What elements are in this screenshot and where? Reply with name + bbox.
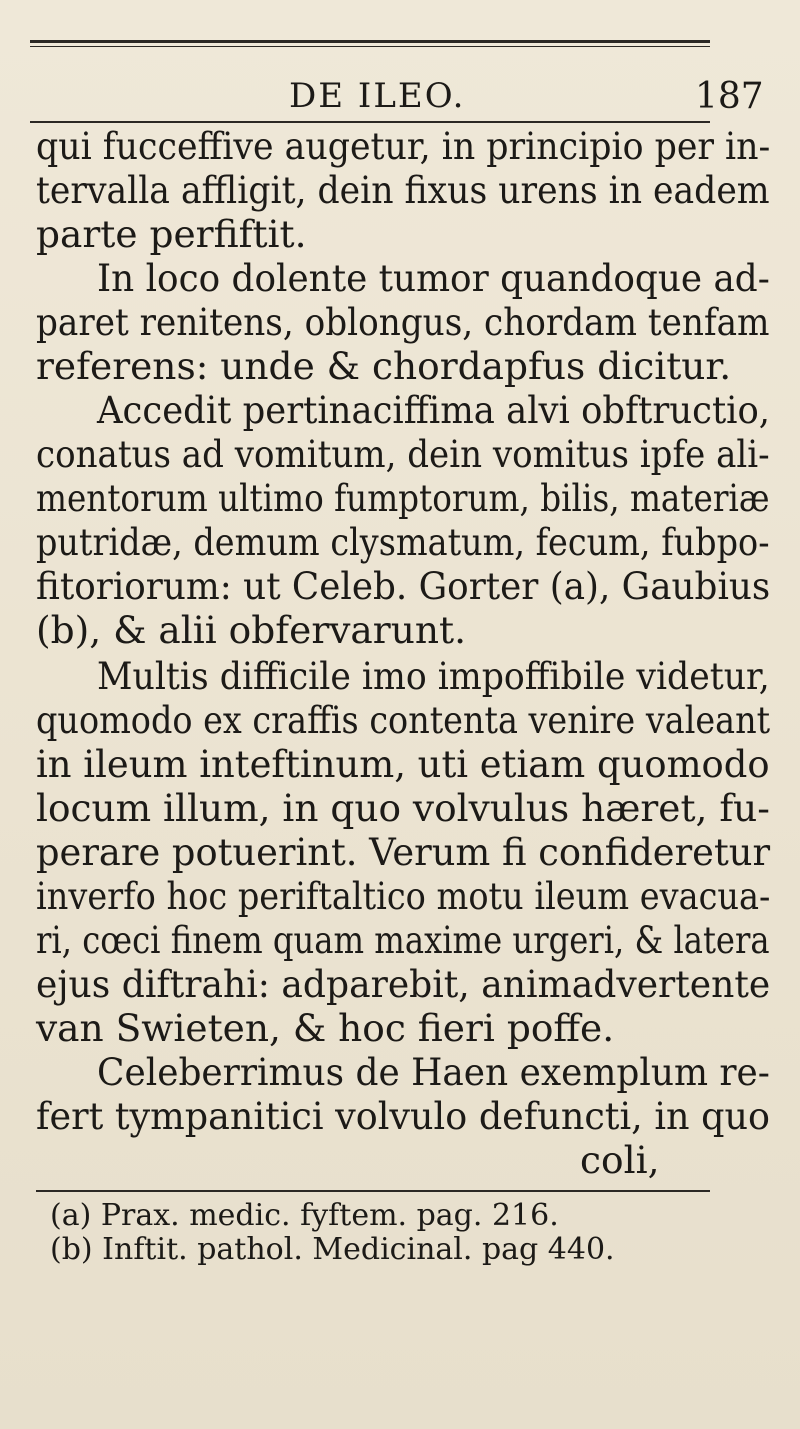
text-line: perare potuerint. Verum fi confideretur	[36, 830, 771, 874]
text-line: Multis difficile imo impoffibile videtur,	[97, 654, 770, 698]
text-line: referens: unde & chordapfus dicitur.	[36, 344, 732, 388]
text-line: mentorum ultimo fumptorum, bilis, materiæ	[36, 476, 770, 520]
text-line: qui fucceffive augetur, in principio per in-	[36, 124, 771, 168]
text-line: tervalla affligit, dein fixus urens in eadem	[36, 168, 770, 212]
text-line: van Swieten, & hoc fieri poffe.	[36, 1006, 615, 1050]
page-number: 187	[695, 76, 764, 117]
top-border-rule-thin	[30, 46, 710, 47]
header-rule	[30, 121, 710, 123]
text-line: paret renitens, oblongus, chordam tenfam	[36, 300, 770, 344]
catchword: coli,	[580, 1138, 660, 1182]
text-line: In loco dolente tumor quandoque ad-	[97, 256, 770, 300]
text-line: locum illum, in quo volvulus hæret, fu-	[36, 786, 770, 830]
running-title: DE ILEO.	[289, 76, 466, 116]
text-line: (b), & alii obfervarunt.	[36, 608, 467, 652]
text-line: putridæ, demum clysmatum, fecum, fubpo-	[36, 520, 770, 564]
text-line: Celeberrimus de Haen exemplum re-	[97, 1050, 770, 1094]
text-line: parte perfiftit.	[36, 212, 307, 256]
top-border-rule	[30, 40, 710, 43]
footnote-b: (b) Inftit. pathol. Medicinal. pag 440.	[50, 1232, 615, 1267]
text-line: ejus diftrahi: adparebit, animadvertente	[36, 962, 771, 1006]
text-line: fitoriorum: ut Celeb. Gorter (a), Gaubius	[36, 564, 771, 608]
footnote-rule	[36, 1190, 710, 1192]
text-line: quomodo ex craffis contenta venire valeant	[36, 698, 771, 742]
text-line: conatus ad vomitum, dein vomitus ipfe ali-	[36, 432, 770, 476]
footnote-a: (a) Prax. medic. fyftem. pag. 216.	[50, 1198, 559, 1233]
text-line: Accedit pertinaciffima alvi obftructio,	[97, 388, 771, 432]
text-line: in ileum inteftinum, uti etiam quomodo	[36, 742, 770, 786]
text-line: fert tympanitici volvulo defuncti, in quo	[36, 1094, 770, 1138]
text-line: inverfo hoc periftaltico motu ileum evacua-	[36, 874, 771, 918]
running-header	[0, 70, 800, 118]
text-line: ri, cœci finem quam maxime urgeri, & latera	[36, 918, 770, 962]
